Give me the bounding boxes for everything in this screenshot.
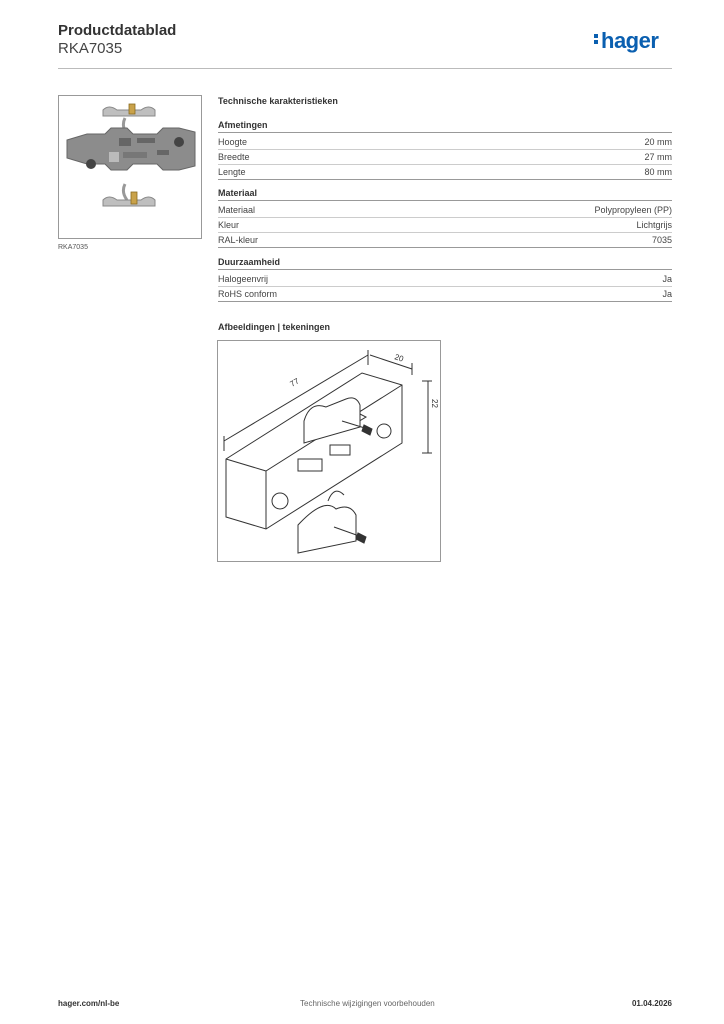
spec-label: Breedte <box>218 152 250 162</box>
spec-value: 27 mm <box>644 152 672 162</box>
spec-label: Kleur <box>218 220 240 230</box>
spec-label: Lengte <box>218 167 246 177</box>
drawings-title: Afbeeldingen | tekeningen <box>218 322 331 332</box>
dimension-length: 77 <box>288 376 301 389</box>
spec-row <box>218 218 672 233</box>
product-photo <box>58 95 202 239</box>
spec-group-duurzaamheid <box>218 257 672 302</box>
spec-value: Ja <box>662 274 672 284</box>
technical-drawing-icon <box>218 341 440 561</box>
spec-group-materiaal <box>218 188 672 248</box>
header-divider <box>58 68 672 69</box>
dimension-height: 22 <box>430 399 439 408</box>
spec-value: Polypropyleen (PP) <box>594 205 672 215</box>
spec-group-title: Materiaal <box>218 188 672 201</box>
specs-title: Technische karakteristieken <box>218 96 338 106</box>
spec-row <box>218 233 672 248</box>
product-photo-bracket-icon <box>59 96 201 238</box>
spec-value: Lichtgrijs <box>636 220 672 230</box>
spec-row <box>218 165 672 180</box>
spec-label: RoHS conform <box>218 289 278 299</box>
page-title: Productdatablad <box>58 22 177 39</box>
spec-label: RAL-kleur <box>218 235 259 245</box>
technical-drawing <box>217 340 441 562</box>
spec-row <box>218 203 672 218</box>
spec-value: 7035 <box>651 235 672 245</box>
spec-group-title: Duurzaamheid <box>218 257 672 270</box>
logo-dots-icon <box>594 32 599 46</box>
spec-label: Halogeenvrij <box>218 274 269 284</box>
photo-caption: RKA7035 <box>58 244 88 251</box>
spec-row <box>218 287 672 302</box>
spec-group-title: Afmetingen <box>218 120 672 133</box>
spec-value: 20 mm <box>644 137 672 147</box>
spec-value: 80 mm <box>644 167 672 177</box>
dimension-width: 20 <box>393 352 405 364</box>
spec-label: Hoogte <box>218 137 248 147</box>
product-code: RKA7035 <box>58 40 123 57</box>
footer-disclaimer: Technische wijzigingen voorbehouden <box>300 999 435 1008</box>
footer-date: 01.04.2026 <box>631 999 672 1008</box>
spec-row <box>218 272 672 287</box>
footer-website[interactable]: hager.com/nl-be <box>58 999 120 1008</box>
spec-label: Materiaal <box>218 205 256 215</box>
spec-row <box>218 135 672 150</box>
spec-value: Ja <box>662 289 672 299</box>
hager-logo <box>594 28 658 54</box>
spec-row <box>218 150 672 165</box>
spec-group-afmetingen <box>218 120 672 180</box>
logo-text: hager <box>601 28 659 53</box>
